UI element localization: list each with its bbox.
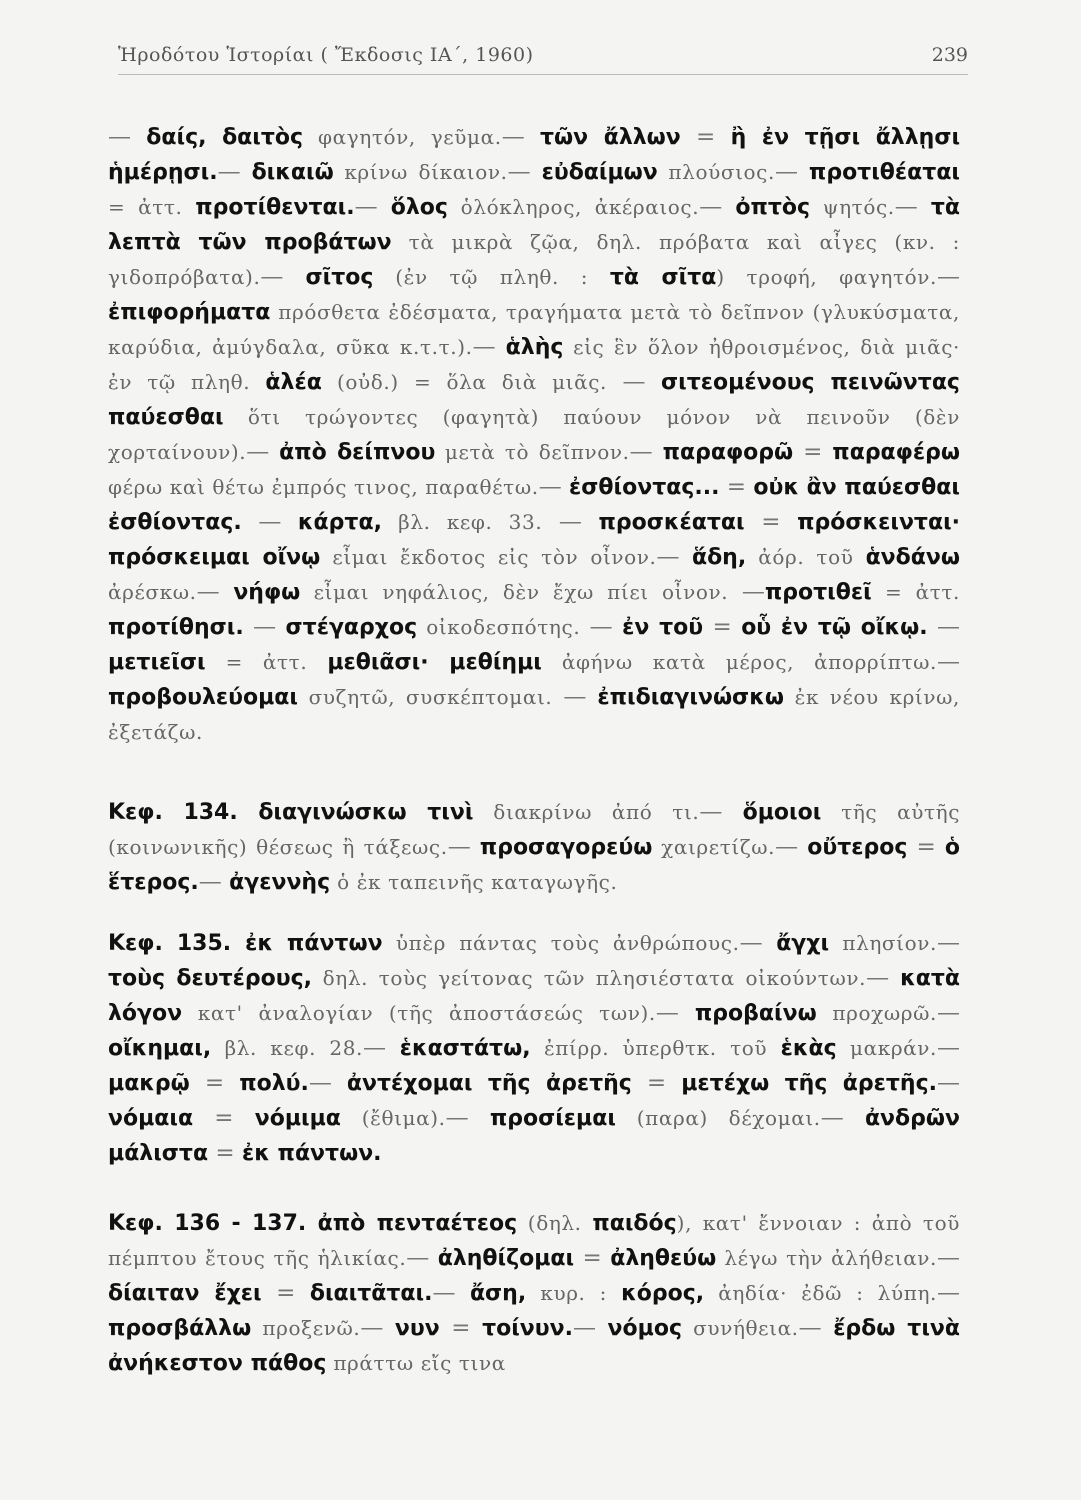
lemma: ἐσθίοντας... bbox=[569, 475, 720, 500]
lemma: ἢ ἐν τῇσι ἄλλῃσι ἡμέρῃσι. bbox=[108, 125, 961, 185]
separator: = bbox=[703, 614, 742, 640]
commentary-block-136-137 bbox=[108, 1206, 960, 1381]
lemma: διαγινώσκω τινὶ bbox=[258, 800, 474, 825]
lemma: ἀπὸ πενταέτεος bbox=[317, 1211, 518, 1236]
running-header bbox=[118, 44, 968, 75]
lemma: νόμος bbox=[607, 1316, 682, 1341]
lemma: μετιεῖσι bbox=[108, 650, 206, 675]
separator: — bbox=[501, 124, 540, 150]
lemma: εὐδαίμων bbox=[541, 160, 658, 185]
separator: — bbox=[573, 1315, 608, 1341]
separator: — bbox=[820, 1105, 865, 1131]
lemma: προτίθησι. bbox=[108, 615, 244, 640]
lemma: ἄγχι bbox=[776, 931, 830, 956]
gloss: κρίνω δίκαιον. bbox=[333, 160, 508, 184]
separator: = bbox=[793, 439, 833, 465]
separator: — bbox=[246, 439, 280, 465]
lemma: ἐν τοῦ bbox=[622, 615, 704, 640]
lemma: ἀγεννὴς bbox=[229, 870, 331, 895]
commentary-block-133 bbox=[108, 120, 960, 749]
lemma: ὀπτὸς bbox=[735, 195, 811, 220]
separator: — bbox=[217, 159, 252, 185]
separator: = bbox=[719, 474, 754, 500]
gloss: ὁ ἐκ ταπεινῆς καταγωγῆς. bbox=[330, 870, 618, 894]
separator: = bbox=[439, 1315, 483, 1341]
separator: — bbox=[937, 1000, 960, 1026]
separator: — bbox=[108, 124, 147, 150]
separator: — bbox=[354, 194, 391, 220]
gloss: τῆς αὐτῆς (κοινωνικῆς) θέσεως ἢ τάξεως. bbox=[108, 800, 961, 859]
lemma: κάρτα, bbox=[297, 510, 382, 535]
separator: — bbox=[432, 1280, 470, 1306]
lemma: νόμιμα bbox=[254, 1106, 341, 1131]
lemma: ἀληθεύω bbox=[610, 1246, 717, 1271]
gloss: μακράν. bbox=[836, 1036, 937, 1060]
lemma: ἁνδάνω bbox=[865, 545, 960, 570]
gloss: φέρω καὶ θέτω ἐμπρός τινος, παραθέτω. bbox=[108, 475, 539, 499]
lemma: προσαγορεύω bbox=[479, 835, 653, 860]
gloss: εἰς ἓν ὅλον ἠθροισμένος, διὰ μιᾶς· ἐν τῷ πληθ. bbox=[108, 335, 960, 394]
separator: — bbox=[937, 1035, 960, 1061]
gloss: (δηλ. bbox=[517, 1211, 593, 1235]
gloss: ), κατ' ἔννοιαν : ἀπὸ τοῦ πέμπτου ἔτους τῆς ἡλικίας. bbox=[108, 1211, 960, 1270]
section-text bbox=[108, 795, 960, 900]
lemma: νήφω bbox=[233, 580, 301, 605]
gloss: ὅτι τρώγοντες (φαγητὰ) παύουν μόνον νὰ πεινοῦν (δὲν χορταίνουν). bbox=[108, 405, 960, 464]
commentary-block-135 bbox=[108, 926, 960, 1171]
lemma: ἐπιφορήματα bbox=[108, 300, 271, 325]
separator: — bbox=[472, 334, 506, 360]
lemma: οὔτερος bbox=[807, 835, 908, 860]
separator: — bbox=[196, 579, 234, 605]
gloss: χαιρετίζω. bbox=[652, 835, 776, 859]
gloss: οἰκοδεσπότης. bbox=[417, 615, 581, 639]
lemma: τὰ σῖτα bbox=[609, 265, 717, 290]
lemma: κόρος, bbox=[621, 1281, 705, 1306]
lemma: ἐπιδιαγινώσκω bbox=[597, 685, 784, 710]
section-text bbox=[108, 120, 960, 749]
lemma: οὐκ ἂν παύεσθαι ἐσθίοντας. bbox=[108, 475, 960, 535]
separator: — bbox=[360, 1315, 395, 1341]
separator: — bbox=[927, 614, 961, 640]
lemma: τῶν ἄλλων bbox=[539, 125, 681, 150]
separator: — bbox=[552, 684, 598, 710]
separator: = bbox=[208, 1140, 242, 1166]
gloss: κυρ. : bbox=[526, 1281, 622, 1305]
separator: = bbox=[574, 1245, 611, 1271]
separator: — bbox=[775, 834, 808, 860]
separator: — bbox=[447, 834, 480, 860]
lemma: προτιθέαται bbox=[808, 160, 960, 185]
lemma: παραφέρω bbox=[832, 440, 960, 465]
separator: — bbox=[363, 1035, 400, 1061]
lemma: ἀπὸ δείπνου bbox=[279, 440, 436, 465]
lemma: στέγαρχος bbox=[285, 615, 418, 640]
separator: — bbox=[774, 159, 809, 185]
separator: = bbox=[189, 1070, 240, 1096]
gloss: πλησίον. bbox=[829, 931, 937, 955]
separator: — bbox=[937, 1070, 960, 1096]
lemma: τὰ λεπτὰ τῶν προβάτων bbox=[108, 195, 961, 255]
gloss: εἶμαι νηφάλιος, δὲν ἔχω πίει οἶνον. bbox=[300, 580, 729, 604]
section-text bbox=[108, 926, 960, 1171]
separator: — bbox=[866, 965, 901, 991]
lemma: ἄση, bbox=[469, 1281, 527, 1306]
gloss: (οὐδ.) = ὅλα διὰ μιᾶς. bbox=[321, 370, 607, 394]
gloss: φαγητόν, γεῦμα. bbox=[303, 125, 502, 149]
lemma: μετέχω τῆς ἀρετῆς. bbox=[681, 1071, 937, 1096]
separator: = bbox=[680, 124, 731, 150]
chapter-heading: Κεφ. 136 - 137. bbox=[108, 1211, 318, 1236]
separator: — bbox=[198, 869, 230, 895]
separator: — bbox=[445, 1105, 490, 1131]
lemma: πρόσκεινται· πρόσκειμαι οἴνῳ bbox=[108, 510, 961, 570]
separator: — bbox=[580, 614, 623, 640]
separator: — bbox=[894, 194, 931, 220]
lemma: νόμαια bbox=[108, 1106, 194, 1131]
lemma: οἴκημαι, bbox=[108, 1036, 212, 1061]
lemma: κατὰ λόγον bbox=[108, 966, 960, 1026]
separator: — bbox=[406, 1245, 438, 1271]
gloss: τὰ μικρὰ ζῷα, δηλ. πρόβατα καὶ αἶγες (κν. : γιδοπρόβατα). bbox=[108, 230, 960, 289]
lemma: προτίθενται. bbox=[195, 195, 355, 220]
gloss: πρόσθετα ἐδέσματα, τραγήματα μετὰ τὸ δεῖπνον (γλυκύσματα, καρύδια, ἀμύγδαλα, σῦκα κ.τ.τ.). bbox=[108, 300, 960, 359]
commentary-block-134 bbox=[108, 795, 960, 900]
lemma: ἁλέα bbox=[265, 370, 322, 395]
separator: — bbox=[699, 799, 743, 825]
lemma: παραφορῶ bbox=[662, 440, 794, 465]
gloss: ἐπίρρ. ὑπερθτκ. τοῦ bbox=[530, 1036, 781, 1060]
gloss: ψητός. bbox=[810, 195, 895, 219]
gloss: πράττω εἴς τινα bbox=[326, 1351, 506, 1375]
separator: — bbox=[699, 194, 736, 220]
page-number: 239 bbox=[931, 44, 968, 66]
lemma: ἑκὰς bbox=[780, 1036, 837, 1061]
lemma: προσβάλλω bbox=[108, 1316, 252, 1341]
lemma: μακρῷ bbox=[108, 1071, 190, 1096]
separator: — bbox=[656, 544, 692, 570]
lemma: οὗ ἐν τῷ οἴκῳ. bbox=[741, 615, 928, 640]
lemma: ἐκ πάντων. bbox=[242, 1141, 382, 1166]
separator: — bbox=[308, 1070, 347, 1096]
separator: — bbox=[937, 649, 960, 675]
gloss: ἀρέσκω. bbox=[108, 580, 197, 604]
gloss: κατ' ἀναλογίαν (τῆς ἀποστάσεώς των). bbox=[182, 1001, 656, 1025]
separator: — bbox=[507, 159, 542, 185]
gloss: ἀηδία· ἐδῶ : λύπη. bbox=[704, 1281, 937, 1305]
lemma: μεθιᾶσι· μεθίημι bbox=[327, 650, 542, 675]
gloss: ἀφήνω κατὰ μέρος, ἀπορρίπτω. bbox=[541, 650, 937, 674]
gloss: ὑπὲρ πάντας τοὺς ἀνθρώπους. bbox=[382, 931, 740, 955]
lemma: τοὺς δευτέρους, bbox=[108, 966, 313, 991]
lemma: προβαίνω bbox=[694, 1001, 817, 1026]
lemma: διαιτᾶται. bbox=[309, 1281, 433, 1306]
gloss: ὁλόκληρος, ἀκέραιος. bbox=[447, 195, 700, 219]
lemma: ὁ ἕτερος. bbox=[108, 835, 961, 895]
section-text bbox=[108, 1206, 960, 1381]
lemma: πολύ. bbox=[239, 1071, 309, 1096]
separator: — bbox=[936, 930, 960, 956]
gloss: = ἀττ. bbox=[108, 195, 196, 219]
gloss: μετὰ τὸ δεῖπνον. bbox=[435, 440, 630, 464]
gloss: (ἔθιμα). bbox=[340, 1106, 446, 1130]
gloss: λέγω τὴν ἀλήθειαν. bbox=[716, 1246, 938, 1270]
chapter-heading: Κεφ. 134. bbox=[108, 800, 259, 825]
separator: — bbox=[542, 509, 599, 535]
gloss: = ἀττ. bbox=[205, 650, 328, 674]
separator: = bbox=[193, 1105, 255, 1131]
lemma: ἅδη, bbox=[691, 545, 747, 570]
separator: — bbox=[655, 1000, 695, 1026]
lemma: προσκέαται bbox=[598, 510, 745, 535]
separator: — bbox=[241, 509, 298, 535]
gloss: (ἐν τῷ πληθ. : bbox=[373, 265, 610, 289]
lemma: δίαιταν ἔχει bbox=[108, 1281, 262, 1306]
gloss: εἶμαι ἔκδοτος εἰς τὸν οἶνον. bbox=[320, 545, 657, 569]
lemma: προβουλεύομαι bbox=[108, 685, 298, 710]
lemma: προσίεμαι bbox=[489, 1106, 616, 1131]
separator: — bbox=[538, 474, 570, 500]
lemma: ἀνδρῶν μάλιστα bbox=[108, 1106, 961, 1166]
gloss: συζητῶ, συσκέπτομαι. bbox=[298, 685, 553, 709]
separator: = bbox=[261, 1280, 310, 1306]
lemma: ἁλὴς bbox=[505, 335, 564, 360]
lemma: ὅλος bbox=[390, 195, 448, 220]
gloss: = ἀττ. bbox=[871, 580, 961, 604]
running-title: Ἡροδότου Ἱστορίαι ( Ἔκδοσις ΙΑ΄, 1960) bbox=[118, 44, 534, 66]
lemma: δαίς, δαιτὸς bbox=[146, 125, 304, 150]
lemma: σιτεομένους πεινῶντας παύεσθαι bbox=[108, 370, 960, 430]
lemma: σῖτος bbox=[305, 265, 374, 290]
chapter-heading: Κεφ. 135. bbox=[108, 931, 246, 956]
gloss: ) τροφή, φαγητόν. bbox=[716, 265, 937, 289]
lemma: νυν bbox=[394, 1316, 440, 1341]
separator: = bbox=[631, 1070, 682, 1096]
gloss: ἐκ νέου κρίνω, ἐξετάζω. bbox=[108, 685, 960, 744]
gloss: διακρίνω ἀπό τι. bbox=[473, 800, 700, 824]
gloss: βλ. κεφ. 33. bbox=[381, 510, 543, 534]
separator: — bbox=[739, 930, 777, 956]
separator: — bbox=[937, 1280, 960, 1306]
separator: = bbox=[744, 509, 798, 535]
gloss: (παρα) δέχομαι. bbox=[615, 1106, 821, 1130]
lemma: δικαιῶ bbox=[251, 160, 334, 185]
gloss: προξενῶ. bbox=[251, 1316, 361, 1340]
lemma: παιδός bbox=[592, 1211, 677, 1236]
separator: — bbox=[629, 439, 663, 465]
gloss: βλ. κεφ. 28. bbox=[211, 1036, 364, 1060]
lemma: ἀληθίζομαι bbox=[437, 1246, 575, 1271]
lemma: ἑκαστάτω, bbox=[399, 1036, 531, 1061]
gloss: προχωρῶ. bbox=[816, 1001, 937, 1025]
separator: — bbox=[260, 264, 306, 290]
lemma: τοίνυν. bbox=[482, 1316, 573, 1341]
separator: — bbox=[936, 264, 960, 290]
gloss: ἀόρ. τοῦ bbox=[746, 545, 866, 569]
separator: — bbox=[728, 579, 765, 605]
separator: — bbox=[798, 1315, 834, 1341]
lemma: ἔρδω τινὰ ἀνήκεστον πάθος bbox=[108, 1316, 961, 1376]
separator: — bbox=[606, 369, 662, 395]
lemma: ὅμοιοι bbox=[742, 800, 822, 825]
gloss: δηλ. τοὺς γείτονας τῶν πλησιέστατα οἰκούντων. bbox=[312, 966, 867, 990]
lemma: ἀντέχομαι τῆς ἀρετῆς bbox=[346, 1071, 632, 1096]
separator: — bbox=[937, 1245, 961, 1271]
lemma: ἐκ πάντων bbox=[245, 931, 383, 956]
gloss: πλούσιος. bbox=[657, 160, 775, 184]
separator: = bbox=[907, 834, 945, 860]
lemma: προτιθεῖ bbox=[764, 580, 872, 605]
gloss: συνήθεια. bbox=[682, 1316, 799, 1340]
separator: — bbox=[243, 614, 286, 640]
